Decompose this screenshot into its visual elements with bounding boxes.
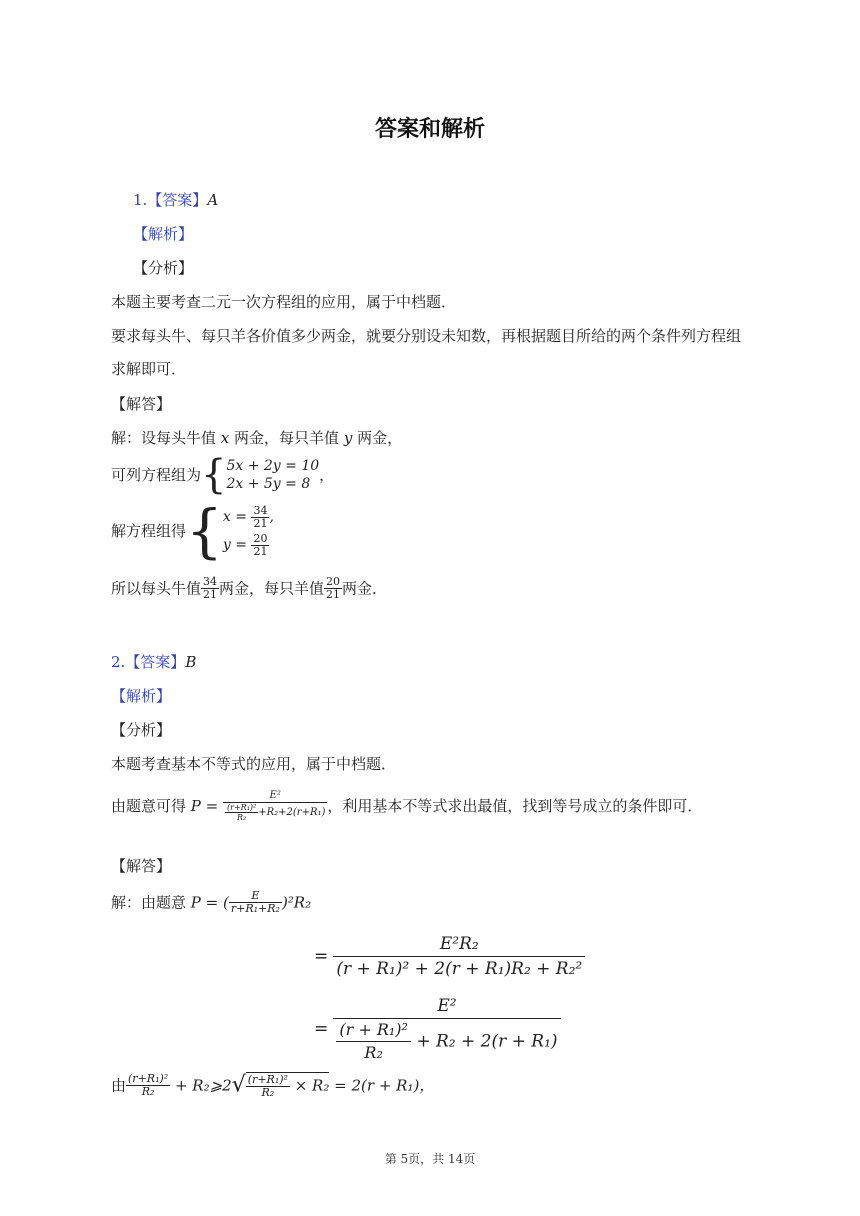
frac-num: 20 <box>326 575 341 588</box>
q2-jiexi-heading: 【解析】 <box>111 687 172 705</box>
q2-fenxi-heading: 【分析】 <box>111 721 172 739</box>
inner-frac-num: (r+R₁)² <box>227 803 257 812</box>
q1-answer-line <box>133 190 218 210</box>
sqrt-frac-num: (r+R₁)² <box>247 1073 288 1086</box>
sol-x-label: x = <box>222 509 247 525</box>
text: ，利用基本不等式求出最值，找到等号成立的条件即可． <box>327 797 703 815</box>
q2-jieda-heading: 【解答】 <box>111 857 172 875</box>
sol-x-den: 21 <box>253 516 268 530</box>
text: 两金， <box>357 429 403 447</box>
sol-x-num: 34 <box>253 503 268 517</box>
frac-num: (r+R₁)² <box>128 1072 169 1085</box>
frac-num: E <box>229 890 282 903</box>
text: 由 <box>111 1076 127 1095</box>
var-P: P = <box>190 797 219 815</box>
frac-den-rest: + R₂ + 2(r + R₁) <box>416 1031 558 1052</box>
q1-jieda-heading: 【解答】 <box>111 395 172 413</box>
q2-step1 <box>314 932 585 981</box>
q1-answer-label: 1.【答案】 <box>133 191 208 209</box>
equation-2: 2x + 5y = 8 <box>226 476 311 492</box>
inner-frac-num: (r + R₁)² <box>336 1019 411 1042</box>
sol-y-label: y = <box>222 537 248 553</box>
q2-fenxi-line1: 本题考查基本不等式的应用，属于中档题． <box>111 755 397 773</box>
var-P: P = ( <box>190 893 229 912</box>
q1-conclusion <box>111 576 387 601</box>
inner-frac-den: R₂ <box>364 1043 383 1062</box>
frac-num: E²R₂ <box>333 932 585 957</box>
equals: = <box>314 1019 329 1039</box>
var-y: y <box>343 429 353 447</box>
q2-inequality <box>111 1072 434 1099</box>
q1-fenxi-line2: 要求每头牛、每只羊各价值多少两金，就要分别设未知数，再根据题目所给的两个条件列方程组 <box>111 327 742 345</box>
sol-y-den: 21 <box>253 544 268 558</box>
frac-den: r+R₁+R₂ <box>230 902 280 915</box>
q2-fenxi-line2 <box>111 790 702 822</box>
var-x: x <box>220 429 230 447</box>
text: 解：由题意 <box>111 893 187 912</box>
q2-solution-start <box>111 890 311 915</box>
text: 两金． <box>342 579 388 598</box>
frac-den-rest: +R₂+2(r+R₁) <box>258 807 326 818</box>
q1-solution-setup <box>111 428 402 448</box>
frac-num: 34 <box>203 575 218 588</box>
q2-answer-line <box>111 652 196 672</box>
page-footer: 第 5页，共 14页 <box>384 1152 476 1166</box>
text: 两金，每只羊值 <box>219 579 325 598</box>
q2-answer-value: B <box>185 653 197 671</box>
sol-y-num: 20 <box>253 531 268 545</box>
equals: = <box>314 946 329 967</box>
q2-answer-label: 2.【答案】 <box>111 653 186 671</box>
tail: )²R₂ <box>281 893 312 912</box>
text: 两金，每只羊值 <box>234 429 340 447</box>
sqrt-frac-den: R₂ <box>261 1086 275 1099</box>
q1-jiexi-heading: 【解析】 <box>133 225 194 243</box>
ineq-end: = 2(r + R₁)， <box>334 1076 435 1095</box>
q1-fenxi-line3: 求解即可． <box>111 360 187 378</box>
text: 由题意可得 <box>111 797 187 815</box>
solve-intro: 解方程组得 <box>111 522 187 540</box>
page-title: 答案和解析 <box>374 117 485 142</box>
comma: ， <box>319 466 335 484</box>
equation-1: 5x + 2y = 10 <box>226 458 320 474</box>
q1-fenxi-line1: 本题主要考查二元一次方程组的应用，属于中档题． <box>111 293 457 311</box>
q1-solution-system: 解方程组得{ x = $\frac{34}{21}$ , y = $\frac{20}{21}$ <box>111 497 274 565</box>
sqrt-tail: × R₂ <box>294 1076 330 1095</box>
q1-answer-value: A <box>207 191 219 209</box>
q1-equation-system <box>111 452 335 498</box>
q1-fenxi-heading: 【分析】 <box>133 259 194 277</box>
mid: + R₂⩾2 <box>174 1076 232 1095</box>
frac-den: 21 <box>203 588 218 601</box>
left-brace: { <box>201 452 227 498</box>
text: 所以每头牛值 <box>111 579 202 598</box>
frac-num: E² <box>223 790 327 803</box>
left-brace: { <box>186 497 223 565</box>
sqrt-sign: √ <box>231 1072 246 1098</box>
frac-num: E² <box>333 994 560 1019</box>
frac-den: R₂ <box>141 1085 155 1098</box>
text: 解：设每头牛值 <box>111 429 217 447</box>
inner-frac-den: R₂ <box>237 813 247 822</box>
frac-den: (r + R₁)² + 2(r + R₁)R₂ + R₂² <box>336 959 583 979</box>
system-intro: 可列方程组为 <box>111 466 202 484</box>
frac-den: 21 <box>326 588 341 601</box>
q2-step2 <box>314 994 561 1064</box>
